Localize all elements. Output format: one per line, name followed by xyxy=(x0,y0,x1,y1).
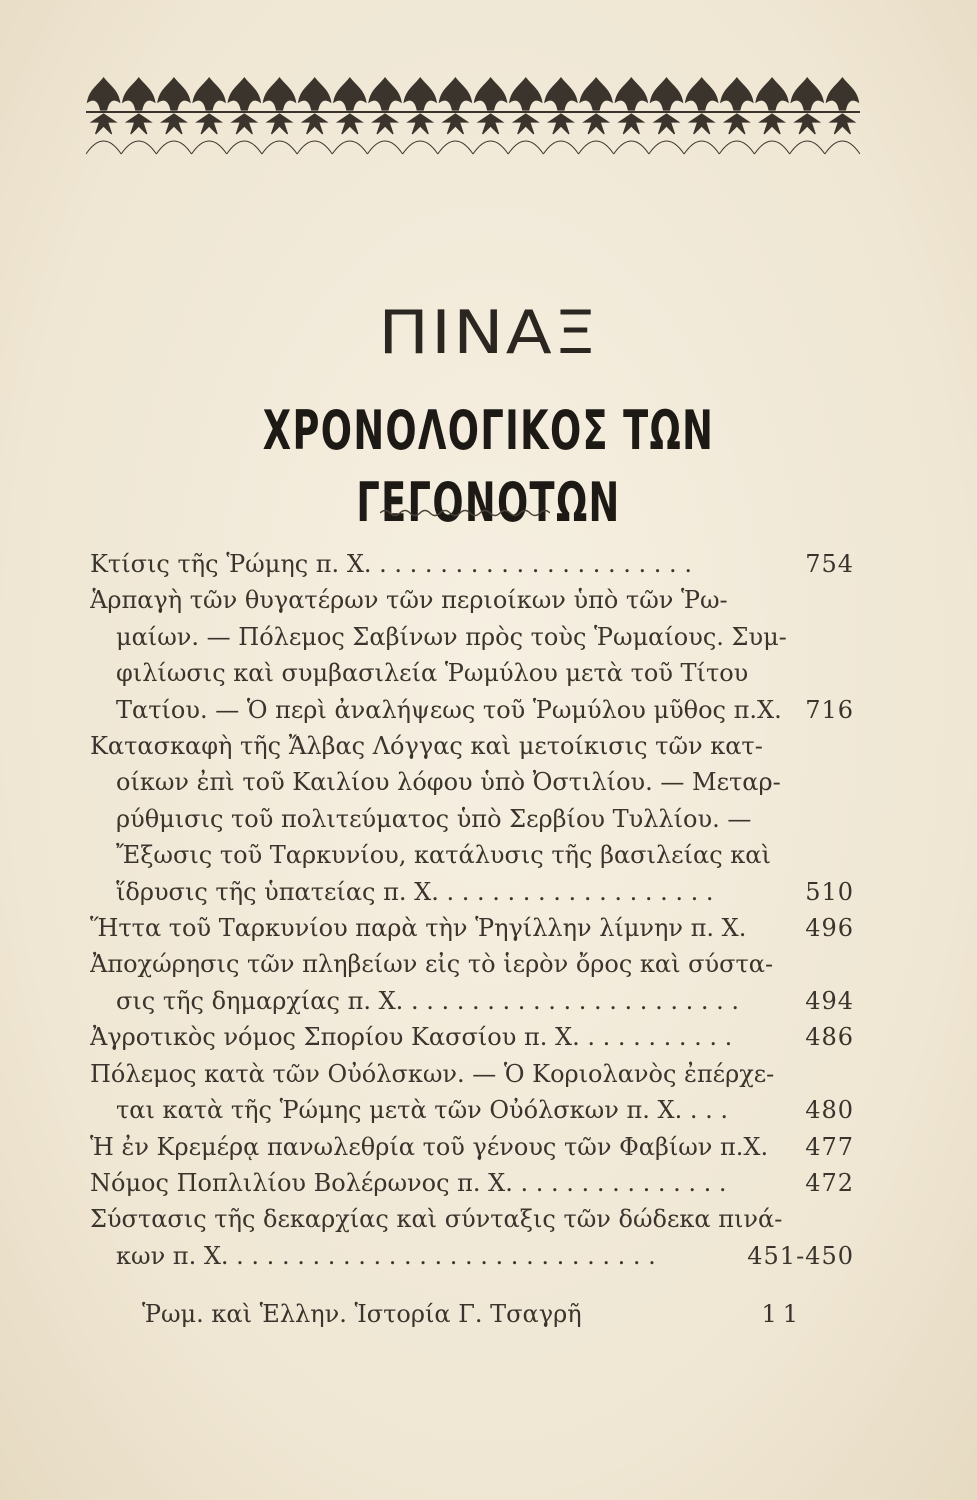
wavy-rule-icon xyxy=(380,506,550,520)
page-subtitle: ΧΡΟΝΟΛΟΓΙΚΟΣ ΤΩΝ ΓΕΓΟΝΟΤΩΝ xyxy=(262,399,715,534)
list-item xyxy=(90,728,856,910)
entry-line: Πόλεμος κατὰ τῶν Οὐόλσκων. — Ὁ Κοριολανὸς ἐπέρχε- xyxy=(90,1059,775,1088)
entry-date: 510 xyxy=(805,877,854,906)
list-item xyxy=(90,946,856,1019)
entry-line: Τατίου. — Ὁ περὶ ἀναλήψεως τοῦ Ῥωμύλου μῦθος π.Χ. xyxy=(116,695,782,724)
footer-text: Ῥωμ. καὶ Ἑλλην. Ἱστορία Γ. Τσαγρῆ xyxy=(142,1300,582,1328)
entry-line: ἵδρυσις τῆς ὑπατείας π. Χ. . . . . . . . . . . . . . . . . . . xyxy=(116,877,714,906)
list-item xyxy=(90,1201,856,1274)
entry-date: 451-450 xyxy=(747,1241,854,1270)
list-item xyxy=(90,546,856,582)
entry-date: 486 xyxy=(805,1023,854,1052)
signature-mark: 11 xyxy=(761,1300,804,1328)
entry-date: 496 xyxy=(805,914,854,943)
entry-line: Ἔξωσις τοῦ Ταρκυνίου, κατάλυσις τῆς βασιλείας καὶ xyxy=(116,841,771,870)
list-item xyxy=(90,1019,856,1055)
entry-line: Ἀποχώρησις τῶν πληβείων εἰς τὸ ἱερὸν ὄρος καὶ σύστα- xyxy=(90,950,774,979)
entry-line: Ἀγροτικὸς νόμος Σπορίου Κασσίου π. Χ. . . . . . . . . . . xyxy=(90,1023,733,1052)
list-item xyxy=(90,1129,856,1165)
entry-date: 472 xyxy=(805,1168,854,1197)
entry-date: 477 xyxy=(805,1132,854,1161)
entry-date: 494 xyxy=(805,986,854,1015)
entry-date: 480 xyxy=(805,1096,854,1125)
entry-line: Σύστασις τῆς δεκαρχίας καὶ σύνταξις τῶν δώδεκα πινά- xyxy=(90,1205,783,1234)
fleuron-border-icon xyxy=(86,70,860,160)
entry-line: φιλίωσις καὶ συμβασιλεία Ῥωμύλου μετὰ τοῦ Τίτου xyxy=(116,659,749,688)
entry-line: Ἥττα τοῦ Ταρκυνίου παρὰ τὴν Ῥηγίλλην λίμνην π. Χ. xyxy=(90,914,747,943)
chronology-list xyxy=(90,546,856,1274)
entry-line: οίκων ἐπὶ τοῦ Καιλίου λόφου ὑπὸ Ὀστιλίου. — Μεταρ- xyxy=(116,768,781,797)
entry-line: Κτίσις τῆς Ῥώμης π. Χ. . . . . . . . . . . . . . . . . . . . . . xyxy=(90,550,692,578)
entry-line: ρύθμισις τοῦ πολιτεύματος ὑπὸ Σερβίου Τυλλίου. — xyxy=(116,804,752,833)
entry-line: Κατασκαφὴ τῆς Ἄλβας Λόγγας καὶ μετοίκισις τῶν κατ- xyxy=(90,732,763,761)
page-footer xyxy=(142,1300,832,1328)
entry-date: 754 xyxy=(805,550,854,578)
entry-line: Ἁρπαγὴ τῶν θυγατέρων τῶν περιοίκων ὑπὸ τῶν Ῥω- xyxy=(90,586,728,615)
entry-line: σις τῆς δημαρχίας π. Χ. . . . . . . . . . . . . . . . . . . . . . . xyxy=(116,986,739,1015)
entry-line: μαίων. — Πόλεμος Σαβίνων πρὸς τοὺς Ῥωμαίους. Συμ- xyxy=(116,622,787,651)
list-item xyxy=(90,910,856,946)
entry-date: 716 xyxy=(805,695,854,724)
list-item xyxy=(90,582,856,728)
list-item xyxy=(90,1165,856,1201)
entry-line: ται κατὰ τῆς Ῥώμης μετὰ τῶν Οὐόλσκων π. Χ. . . . xyxy=(116,1096,728,1125)
entry-line: κων π. Χ. . . . . . . . . . . . . . . . . . . . . . . . . . . . . xyxy=(116,1241,656,1270)
entry-line: Ἡ ἐν Κρεμέρᾳ πανωλεθρία τοῦ γένους τῶν Φαβίων π.Χ. xyxy=(90,1132,769,1161)
page-title: ΠΙΝΑΞ xyxy=(378,298,599,368)
list-item xyxy=(90,1056,856,1129)
entry-line: Νόμος Ποπλιλίου Βολέρωνος π. Χ. . . . . . . . . . . . . . . xyxy=(90,1168,727,1197)
